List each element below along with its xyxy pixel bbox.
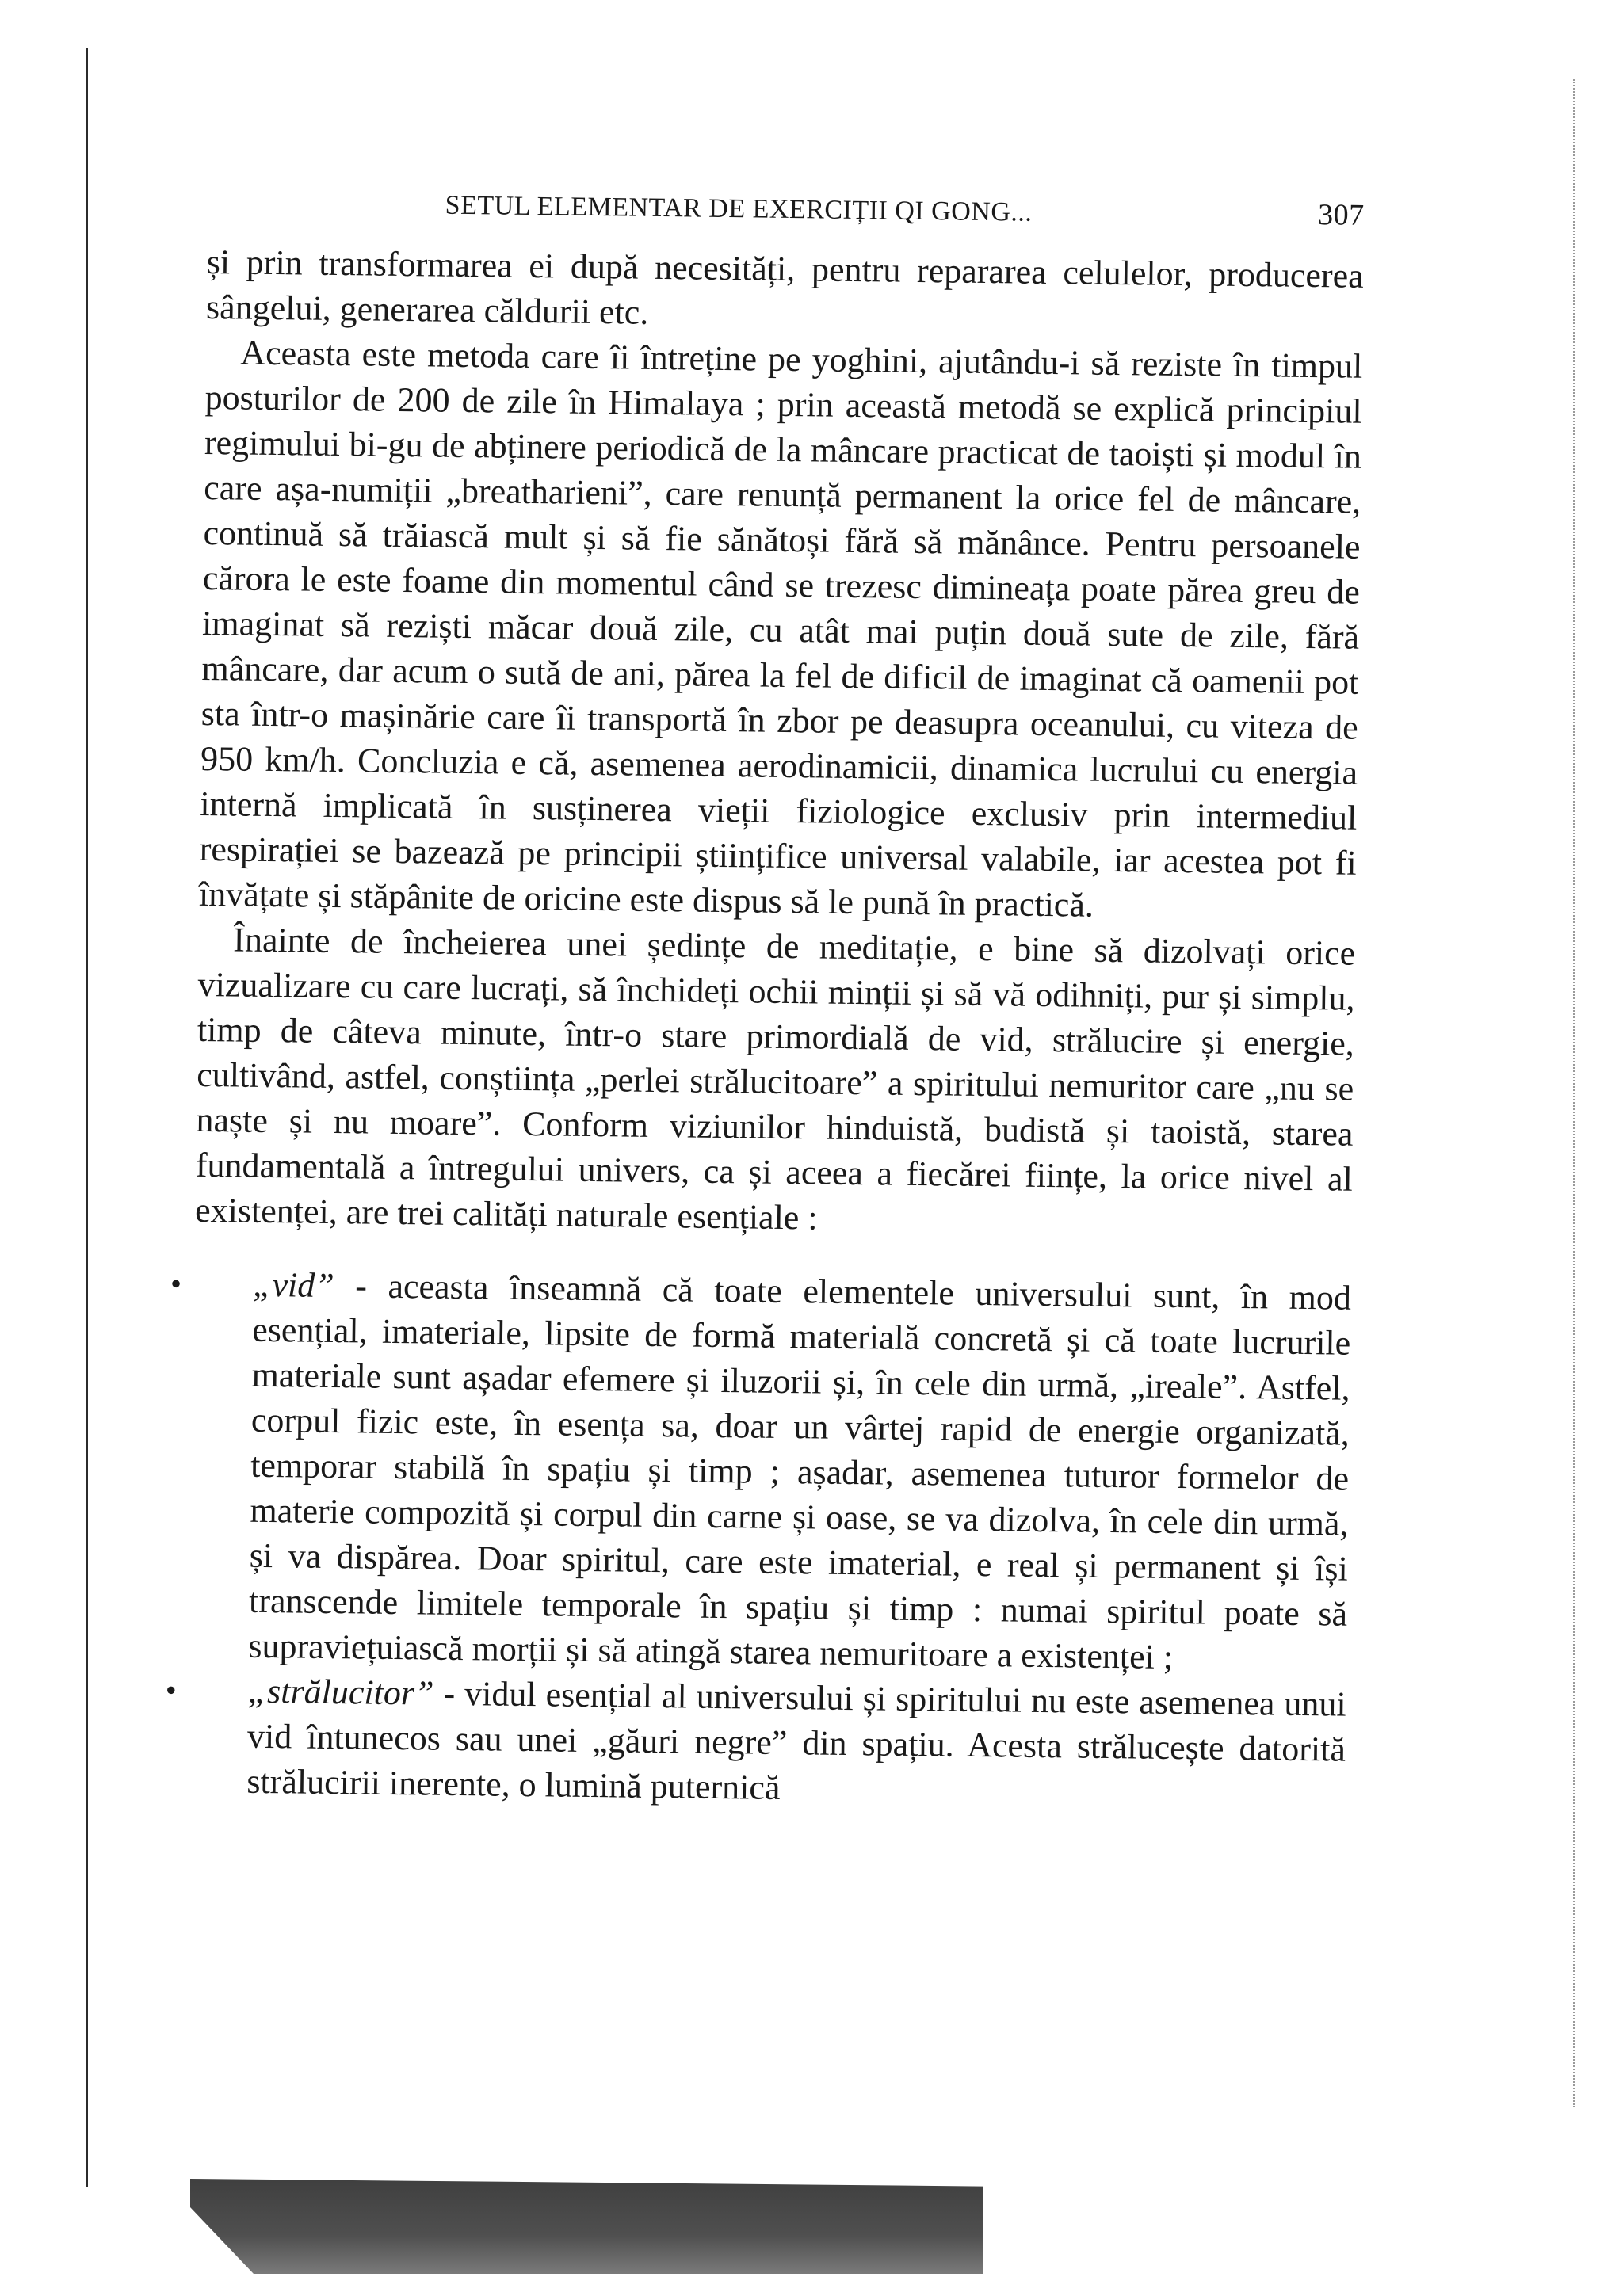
paragraph: Aceasta este metoda care îi întreține pe yoghini, ajutându-i să reziste în timpul posturilor de 200 de zile în Himalaya ; prin această metodă se explică principiul regimului bi-gu de abținere periodică de la mâncare practicat de taoiști și modul în care așa-numiții „breatharieni”, care renunță permanent la orice fel de mâncare, continuă să trăiască mult și să fie sănătoși fără să mănânce. Pentru persoanele cărora le este foame din momentul când se trezesc dimineața poate părea greu de imaginat să reziști măcar două zile, cu atât mai puțin două sute de zile, fără mâncare, dar acum o sută de ani, părea la fel de dificil de imaginat că oamenii pot sta într-o mașinărie care îi transportă în zbor pe deasupra oceanului, cu viteza de 950 km/h. Concluzia e că, asemenea aerodinamicii, dinamica lucrului cu energia internă implicată în susținerea vieții fiziologice exclusiv prin intermediul respirației se bazează pe principii științifice universal valabile, iar acestea pot fi învățate și stăpânite de oricine este dispus să le pună în practică. <box>198 333 1363 925</box>
list-item <box>165 1668 1346 1817</box>
scan-shadow <box>190 2179 983 2274</box>
term: „strălucitor” <box>247 1671 434 1713</box>
bullet-icon: • <box>165 1672 178 1708</box>
paragraph: și prin transformarea ei după necesități, pentru repararea celulelor, producerea sângelui, generarea căldurii etc. <box>205 242 1364 332</box>
list-item-text: - aceasta înseamnă că toate elementele universului sunt, în mod esențial, imateriale, lipsite de formă materială concretă și că toate lucrurile materiale sunt așadar efemere și iluzorii și, în cele din urmă, „ireale”. Astfel, corpul fizic este, în esența sa, doar un vârtej rapid de energie organizată, temporar stabilă în spațiu și timp ; așadar, asemenea tuturor formelor de materie compozită și corpul din carne și oase, se va dizolva, în cele din urmă, și va dispărea. Doar spiritul, care este imaterial, e real și permanent și își transcende limitele temporale în spațiu și timp : numai spiritul poate să supraviețuiască morții și să atingă starea nemuritoare a existenței ; <box>248 1266 1352 1677</box>
scan-left-edge <box>86 48 96 2187</box>
term: „vid” <box>252 1264 335 1306</box>
list-item-text: - vidul esențial al universului și spiritului nu este asemenea unui vid întunecos sau unei „găuri negre” din spațiu. Acesta strălucește datorită strălucirii inerente, o lumină puternică <box>246 1673 1346 1807</box>
running-title: SETUL ELEMENTAR DE EXERCIȚII QI GONG... <box>445 190 1033 227</box>
list-item <box>170 1261 1352 1682</box>
book-page <box>165 184 1365 1817</box>
page-number: 307 <box>1317 198 1365 232</box>
running-header <box>445 187 1364 233</box>
scan-right-edge <box>1573 79 1606 2107</box>
bullet-list <box>165 1261 1352 1817</box>
bullet-icon: • <box>170 1265 182 1302</box>
paragraph: Înainte de încheierea unei ședințe de meditație, e bine să dizolvați orice vizualizare cu care lucrați, să închideți ochii minții și să vă odihniți, pur și simplu, timp de câteva minute, într-o stare primordială de vid, strălucire și energie, cultivând, astfel, conștiința „perlei strălucitoare” a spiritului nemuritor care „nu se naște și nu moare”. Conform viziunilor hinduistă, budistă și taoistă, starea fundamentală a întregului univers, ca și aceea a fiecărei ființe, la orice nivel al existenței, are trei calități naturale esențiale : <box>194 920 1356 1238</box>
